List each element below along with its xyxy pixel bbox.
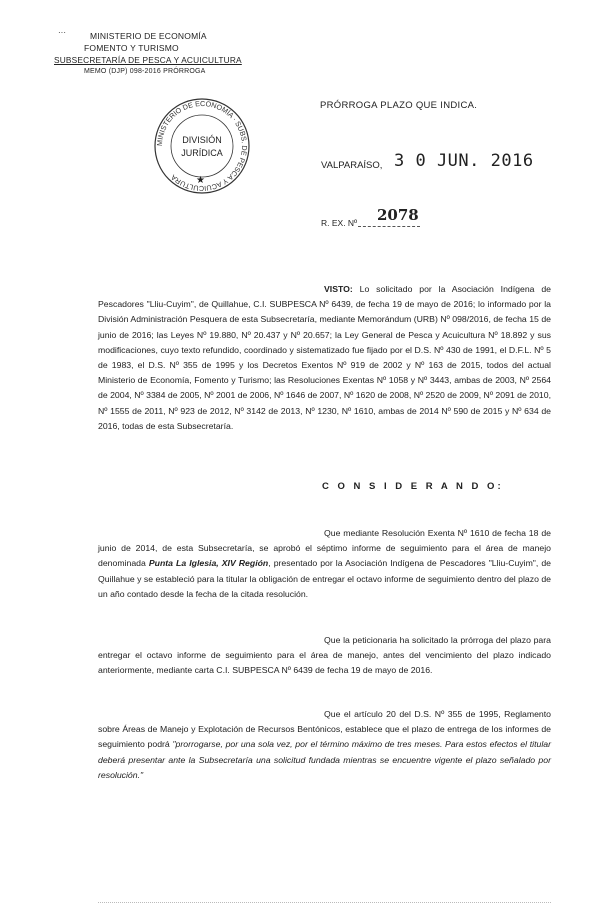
p1-area-name: Punta La Iglesia, XIV Región	[148, 558, 269, 569]
document-city: VALPARAÍSO,	[321, 160, 383, 171]
visto-paragraph	[98, 282, 551, 434]
considerando-paragraph-1	[98, 526, 551, 602]
resolution-number-line	[358, 226, 420, 227]
considerando-paragraph-3	[98, 707, 551, 783]
seal-line-1: DIVISIÓN	[182, 135, 222, 145]
letterhead	[54, 30, 244, 78]
p3-text-a: Que el artículo 20 del D.S. Nº 355 de 1995, Reglamento sobre Áreas de Manejo y Explotación de Recursos Bentónicos, establece que el plazo de entrega de los informes de seguimiento podrá	[98, 709, 551, 750]
footer-divider	[98, 902, 551, 903]
visto-text: Lo solicitado por la Asociación Indígena de Pescadores "Lliu-Cuyim", de Quillahue, C.I. SUBPESCA Nº 6439, de fecha 19 de mayo de 2016; lo informado por la División Administración Pesquera de esta Subsecretaría, mediante Memorándum (URB) Nº 098/2016, de fecha 15 de junio de 2016; las Leyes Nº 19.880, Nº 20.437 y Nº 20.657; la Ley General de Pesca y Acuicultura Nº 18.892 y sus modificaciones, cuyo texto refundido, coordinado y sistematizado fue fijado por el D.S. Nº 430 de 1991, el D.F.L. Nº 5 de 1983, el D.S. Nº 355 de 1995 y los Decretos Exentos Nº 919 de 2002 y Nº 163 de 2015, todos del actual Ministerio de Economía, Fomento y Turismo; las Resoluciones Exentas Nº 1058 y Nº 3443, ambas de 2003, Nº 2564 de 2004, Nº 3384 de 2005, Nº 2001 de 2006, Nº 1646 de 2007, Nº 1620 de 2008, Nº 2520 de 2009, Nº 2091 de 2010, Nº 1555 de 2011, Nº 923 de 2012, Nº 3142 de 2013, Nº 1230, Nº 1610, ambas de 2014 Nº 590 de 2015 y Nº 634 de 2016, todas de esta Subsecretaría.	[98, 284, 551, 431]
seal-ring-text: MINISTERIO DE ECONOMÍA · SUBS. DE PESCA Y ACUICULTURA	[154, 98, 250, 194]
subsecretaria-line: SUBSECRETARÍA DE PESCA Y ACUICULTURA	[54, 55, 242, 65]
p2-text: Que la peticionaria ha solicitado la prórroga del plazo para entregar el octavo informe de seguimiento para el área de manejo, antes del vencimiento del plazo indicado anteriormente, mediante carta C.I. SUBPESCA Nº 6439 de fecha 19 de mayo de 2016.	[98, 635, 551, 676]
document-subject: PRÓRROGA PLAZO QUE INDICA.	[320, 100, 478, 111]
considerando-paragraph-2	[98, 633, 551, 679]
ministry-line: MINISTERIO DE ECONOMÍA	[90, 31, 207, 41]
resolution-label: R. EX. Nº	[321, 218, 358, 228]
resolution-number: 2078	[377, 206, 419, 224]
considerando-heading: C O N S I D E R A N D O:	[322, 481, 504, 492]
p1-text-c: , presentado por la Asociación Indígena de Pescadores "Lliu-Cuyim", de Quillahue y se estableció para la titular la obligación de entregar el octavo informe de seguimiento dentro del plazo de un año contado desde la fecha de la citada resolución.	[98, 558, 552, 599]
visto-lead: VISTO:	[324, 284, 353, 294]
star-icon: ★	[196, 175, 205, 186]
corner-mark: ···	[58, 28, 66, 37]
document-date-stamp: 3 0 JUN. 2016	[394, 151, 534, 171]
ministry-line-2: FOMENTO Y TURISMO	[84, 43, 179, 53]
p1-text-a: Que mediante Resolución Exenta Nº 1610 de fecha 18 de junio de 2014, de esta Subsecretaría, se aprobó el séptimo informe de seguimiento para el área de manejo denominada	[98, 528, 551, 569]
p3-quote: "prorrogarse, por una sola vez, por el término máximo de tres meses. Para estos efectos el titular deberá presentar ante la Subsecretaría una solicitud fundada mientras se encuentre vigente el plazo señalado por resolución."	[98, 739, 551, 780]
seal-line-2: JURÍDICA	[181, 148, 223, 158]
memo-reference: MEMO (DJP) 098-2016 PRÓRROGA	[84, 68, 206, 75]
